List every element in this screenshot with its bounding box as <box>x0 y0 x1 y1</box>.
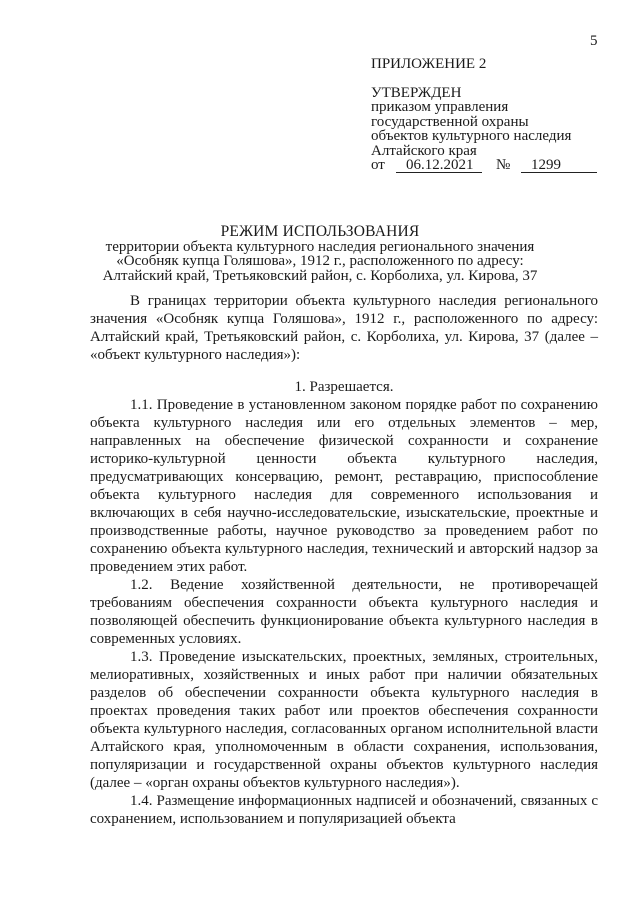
heading-title: РЕЖИМ ИСПОЛЬЗОВАНИЯ <box>220 223 420 240</box>
approved-label: УТВЕРЖДЕН <box>371 84 462 101</box>
order-from-label: от <box>371 157 385 173</box>
approval-line: объектов культурного наследия <box>371 128 572 144</box>
document-heading <box>60 225 580 283</box>
heading-line: Алтайский край, Третьяковский район, с. Корболиха, ул. Кирова, 37 <box>102 267 538 284</box>
section-title: 1. Разрешается. <box>294 379 394 395</box>
clause-1-3: 1.3. Проведение изыскательских, проектных, земляных, строительных, мелиоративных, хозяйственных и иных работ при наличии обязательных разделов об обеспечении сохранности объекта культурного наследия в проектах проведения таких работ или проектов обеспечения сохранности объекта культурного наследия, согласованных органом исполнительной власти Алтайского края, уполномоченным в области сохранения, использования, популяризации и государственной охраны объектов культурного наследия (далее – «орган охраны объектов культурного наследия»). <box>90 649 598 791</box>
heading-line: территории объекта культурного наследия регионального значения <box>105 238 535 255</box>
appendix-title: ПРИЛОЖЕНИЕ 2 <box>371 56 487 72</box>
order-date: 06.12.2021 <box>396 158 482 173</box>
intro-paragraph: В границах территории объекта культурного наследия регионального значения «Особняк купца Голяшова», 1912 г., расположенного по адресу: Алтайский край, Третьяковский район, с. Корболиха, ул. Кирова, 37 (далее – «объект культурного наследия»): <box>90 293 598 363</box>
order-line <box>371 158 621 176</box>
order-number-sign: № <box>496 157 511 173</box>
page-number: 5 <box>590 33 598 49</box>
approval-line: приказом управления <box>371 99 509 115</box>
clause-1-4: 1.4. Размещение информационных надписей и обозначений, связанных с сохранением, использованием и популяризацией объекта <box>90 793 598 827</box>
approval-line: государственной охраны <box>371 113 529 130</box>
clause-1-1: 1.1. Проведение в установленном законом порядке работ по сохранению объекта культурного наследия или его отдельных элементов – мер, направленных на обеспечение физической сохранности и сохранение историко-культурной ценности объекта культурного наследия, предусматривающих консервацию, ремонт, реставрацию, приспособление объекта культурного наследия для современного использования и включающих в себя научно-исследовательские, изыскательские, проектные и производственные работы, научное руководство за проведением работ по сохранению объекта культурного наследия, технический и авторский надзор за проведением этих работ. <box>90 397 598 575</box>
clause-1-2: 1.2. Ведение хозяйственной деятельности, не противоречащей требованиям обеспечения сохранности объекта культурного наследия и позволяющей обеспечить функционирование объекта культурного наследия в современных условиях. <box>90 577 598 647</box>
document-body <box>90 292 598 828</box>
approval-line: Алтайского края <box>371 142 477 159</box>
heading-line: «Особняк купца Голяшова», 1912 г., расположенного по адресу: <box>116 253 524 269</box>
appendix-block <box>371 57 621 176</box>
order-number: 1299 <box>521 158 597 173</box>
